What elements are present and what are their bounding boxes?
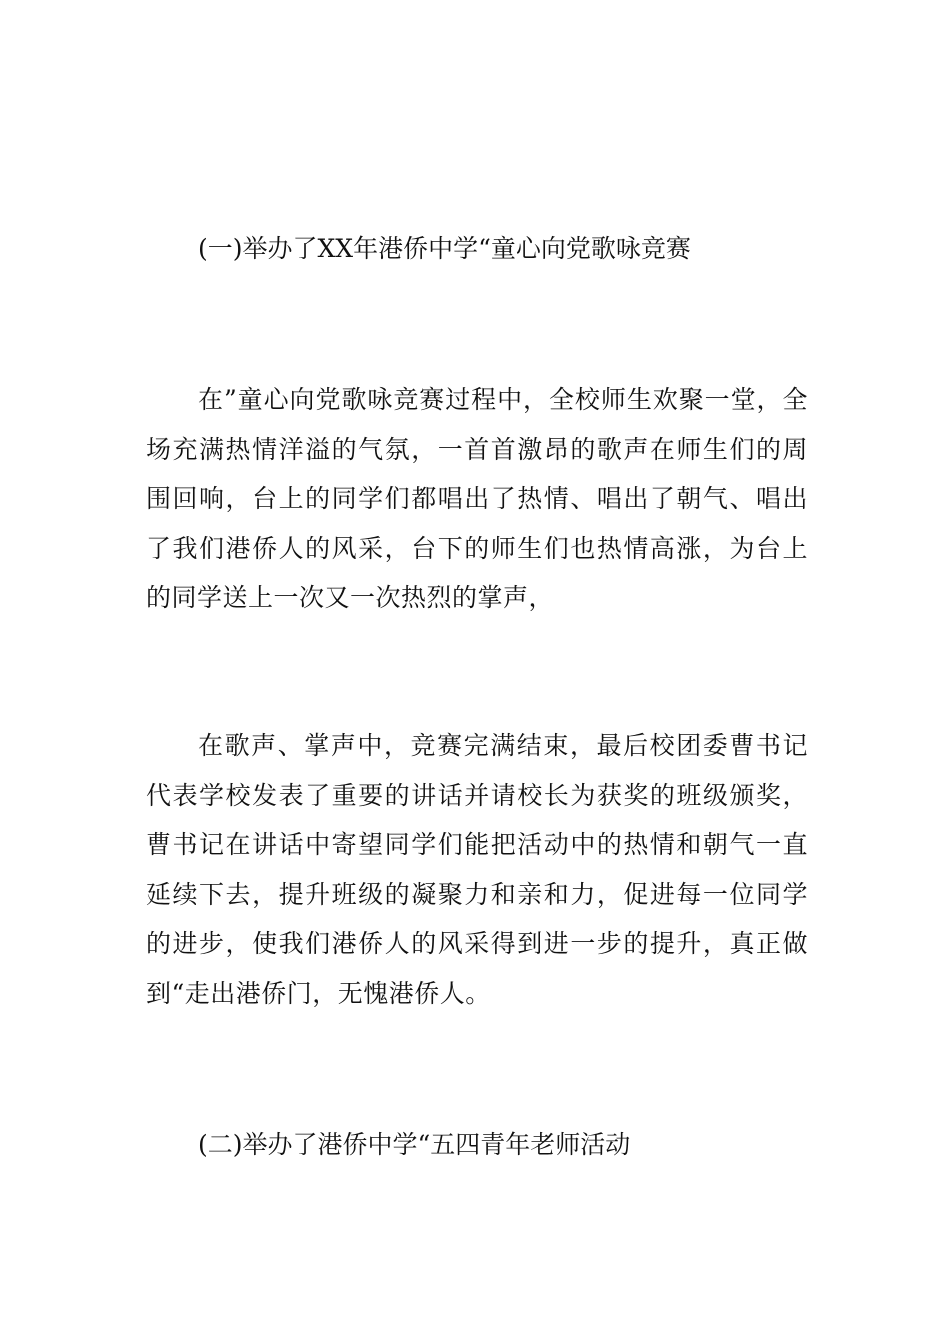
paragraph-2: 在歌声、掌声中，竞赛完满结束，最后校团委曹书记代表学校发表了重要的讲话并请校长为获奖的班级颁奖，曹书记在讲话中寄望同学们能把活动中的热情和朝气一直延续下去，提升班级的凝聚力和亲和力，促进每一位同学的进步，使我们港侨人的风采得到进一步的提升，真正做到“走出港侨门，无愧港侨人。 [146, 731, 808, 1008]
paragraph-1: 在”童心向党歌咏竞赛过程中，全校师生欢聚一堂，全场充满热情洋溢的气氛，一首首激昂的歌声在师生们的周围回响，台上的同学们都唱出了热情、唱出了朝气、唱出了我们港侨人的风采，台下的师生们也热情高涨，为台上的同学送上一次又一次热烈的掌声， [146, 385, 808, 612]
section-heading-2: (二)举办了港侨中学“五四青年老师活动 [198, 1130, 631, 1159]
section-heading-1: (一)举办了XX年港侨中学“童心向党歌咏竞赛 [198, 234, 691, 263]
